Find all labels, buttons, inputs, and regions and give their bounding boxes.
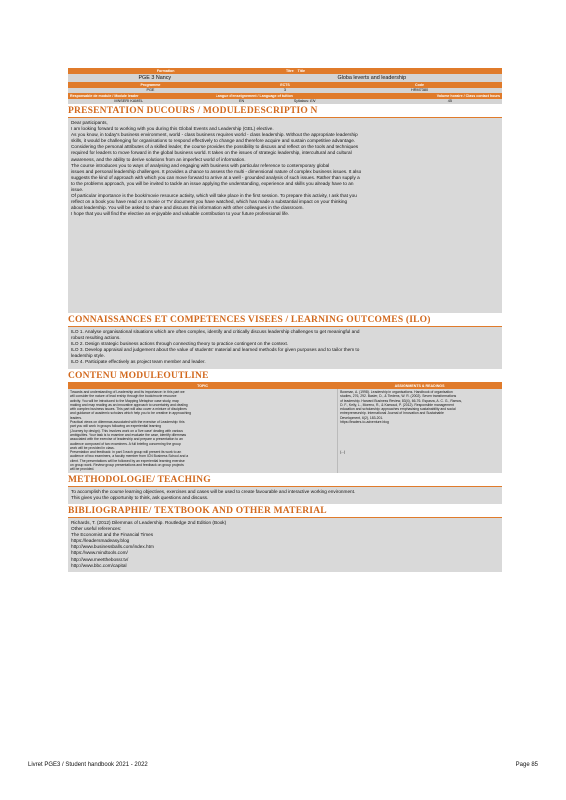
- section-heading-bibliography: BIBLIOGRAPHIE/ TEXTBOOK AND OTHER MATERIAL: [68, 506, 502, 518]
- title-label: Title: [297, 69, 305, 73]
- course-syllabus-page: [68, 68, 502, 572]
- bibliography-link[interactable]: http://www.businessballs.com/index.htm: [71, 544, 154, 550]
- presentation-text: Dear participants, I am looking forward to working with you during this Global Events and Leadership (GEL) elective. As you know, in today's business environment, world - class business requires world - class leadership. Without the appropriate leadership skills, it would be challenging for organisations to respond effectively to change and therefore acquire and sustain competitive advantage. Considering the personal attributes of a skilled leader, the course provides the possibility to discuss and reflect on the tools and techniques required for leaders to move forward in the global business world. It takes on the issues of strategic leadership, intercultural and cultural awareness, and the ability to derive solutions from an imperfect world of information. The course introduces you to ways of analysing and engaging with business with particular reference to contemporary global issues and personal leadership challenges. It provides a chance to assess the multi - dimensional nature of complex business issues. It also suggests the kind of approach with which you can move forward to arrive at a well - grounded analysis of such issues. Rather than supply a to the problems approach, you will be invited to tackle an issue applying the understanding, experience and skills you already have to an issue. Of particular importance is the book/movie resource activity, which will take place in the first session. To prepare this activity, I ask that you reflect on a book you have read or a movie or TV document you have watched, which has made a substantial impact on your thinking about leadership. You will be asked to share and discuss this information with other colleagues in the classroom. I hope that you will find the elective an enjoyable and valuable contribution to your future professional life.: [68, 118, 502, 313]
- assignments-header: ASSIGNMENTS & READINGS: [394, 384, 445, 388]
- bibliography-text: Richards, T. (2012) Dilemmas of Leadership. Routledge 2nd Edition (Book) Other useful references: The Economist and the Financial Times https://leadersmadeasy.blog http://www.businessballs.com/index.htm https://www.mindtools.com/ http://www.meetthebossr.tv/ http://www.bbc.com/capital: [68, 518, 502, 572]
- topic-column: Towards and understanding of Leadership and its importance: in this part we will consider the nature of lead ership through the book/movie resource activity. You will be introduced to the Mapping Metaphor case study, map making and map reading as an innovative approach to uncertainty and dealing with complex business issues. This part will also cover a mixture of disciplines and guidance of academic scholars which help you to be creative in approaching leaders. Practical views on dilemmas associated with the exercise of Leadership: this part you will work in groups following an experiential learning (Journey by design). This involves work on a 'live case' dealing with various ambiguities. Your task is to examine and evaluate the case, identify dilemmas associated with the exercise of leadership and prepare a presentation to an audience composed of two examiners. A full briefing concerning the group work will be provided in class. Presentation and feedback: in part 3 each group will present its work to an audience of two examiners, a faculty member from ICN Business School and a client. The presentations will be followed by an experiential learning exercise on group work. Review group presentations and feedback on group projects will be provided.: [68, 389, 337, 473]
- learning-outcomes-text: ILO 1. Analyse organisational situations which are often complex, identify and critically discuss leadership challenges to get meaningful and robust resulting actions. ILO 2. Design strategic business actions through connecting theory to practice contingent on the context. ILO 3. Develop appraisal and judgement about the value of students' material and learned methods for given purposes and to tailor them to leadership style. ILO 4. Participate effectively as project team member and leader.: [68, 327, 502, 369]
- footer-page-number: Page 85: [515, 762, 538, 768]
- code-value: HRM7380: [410, 88, 429, 92]
- topic-header: TOPIC: [197, 384, 208, 388]
- bibliography-link[interactable]: https://www.mindtools.com/: [71, 550, 128, 556]
- assignments-column: Bowman, A. (1998). Leadership in organisations. Handbook of organisation studies, 276, 292. Basler, D., & Tiedens, W. R. (2002). Seven transformations of leadership. Harvard Business Review, 83(4), 66-76. Esparza, A. C. G., Ramos, D. F., Kelly, L., Moreno, R., & Kamoud, P. (2012). Responsible management education and scholarship: approaches emphasising sustainability and social entrepreneurship. International Journal of Innovation and Sustainable Development, 6(2), 183-201. https://leaders-to-adventure.blog (...): [337, 389, 502, 473]
- ects-label: ECTS: [280, 83, 290, 87]
- hours-value: 45: [447, 99, 453, 103]
- bibliography-link[interactable]: http://www.meetthebossr.tv/: [71, 556, 129, 562]
- programme-label: Programme: [140, 83, 161, 87]
- outline-table-body: [68, 389, 502, 473]
- header-row-title: [68, 74, 502, 82]
- hours-label: Volume horaire / Class contact hours: [436, 94, 500, 98]
- section-heading-module-outline: CONTENU MODULEOUTLINE: [68, 371, 502, 383]
- section-heading-presentation: PRESENTATION DUCOURS / MODULEDESCRIPTIO N: [68, 106, 502, 118]
- section-heading-learning-outcomes: CONNAISSANCES ET COMPETENCES VISEES / LEARNING OUTCOMES (ILO): [68, 315, 502, 327]
- programme-value: PGE: [146, 88, 155, 92]
- leader-label: Responsable de module / Module leader: [70, 94, 139, 98]
- section-heading-methodology: METHODOLOGIE/ TEACHING: [68, 475, 502, 487]
- titre-label: Titre: [285, 69, 294, 73]
- formation-label: Formation: [156, 69, 175, 73]
- footer-handbook-label: Livret PGE3 / Student handbook 2021 - 2022: [28, 762, 148, 768]
- bibliography-link[interactable]: https://leadersmadeasy.blog: [71, 538, 130, 544]
- ects-value: 3: [283, 88, 287, 92]
- bibliography-link[interactable]: http://www.bbc.com/capital: [71, 562, 127, 568]
- syllabus-language: Syllabus: EN: [293, 99, 316, 103]
- formation-value: PGE 3 Nancy: [138, 75, 172, 81]
- code-label: Code: [415, 83, 424, 87]
- language-value: EN: [238, 99, 245, 103]
- leader-value: MNSERI KAMEL: [114, 99, 144, 103]
- header-row-leader-values: [68, 99, 502, 104]
- methodology-text: To accomplish the course learning objectives, exercises and cases will be used to create favourable and interactive working environment. This gives you the opportunity to think, ask questions and discuss.: [68, 487, 502, 504]
- language-label: Langue d'enseignement / Language of tuition: [215, 94, 293, 98]
- title-value: Globa leverts and leadership: [337, 75, 407, 81]
- page-footer: [28, 762, 538, 768]
